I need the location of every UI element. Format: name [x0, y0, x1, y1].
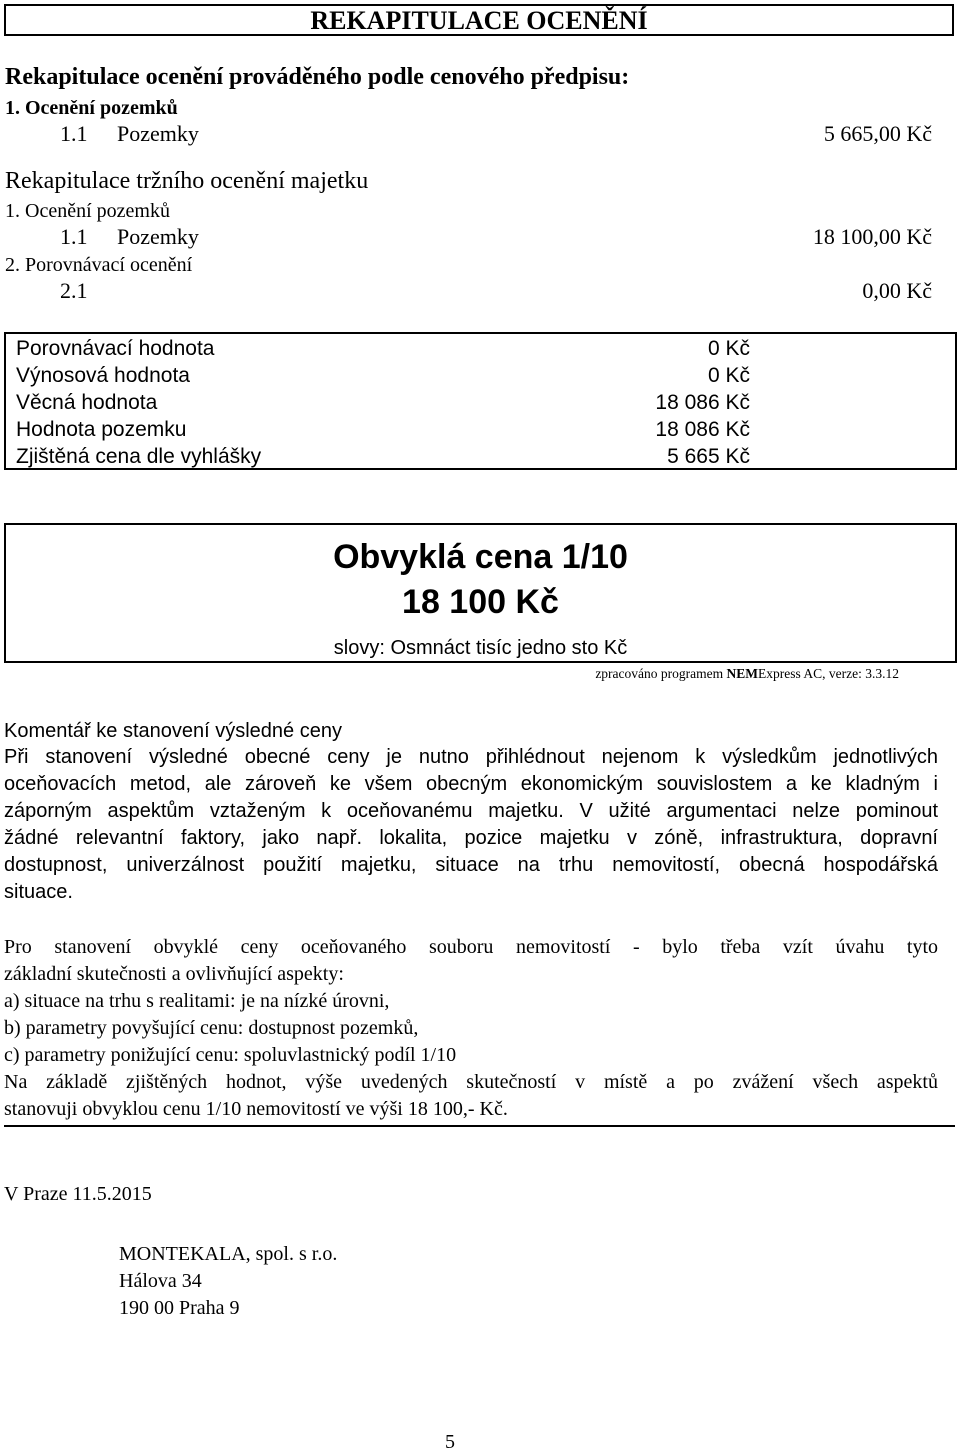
paragraph-line: oceňovacích metod, ale zároveň ke všem obecným ekonomickým souvislostem a ke kladným i: [4, 773, 938, 795]
row-value: 18 086 Kč: [655, 418, 750, 441]
trzni-section-2: 2. Porovnávací ocenění: [5, 254, 193, 276]
table-row: [16, 416, 750, 443]
paragraph-line: a) situace na trhu s realitami: je na nízké úrovni,: [4, 990, 390, 1012]
cenovy-item-label: Pozemky: [117, 121, 199, 146]
table-row: [16, 389, 750, 416]
row-value: 0 Kč: [707, 337, 750, 360]
row-label: Zjištěná cena dle vyhlášky: [16, 445, 262, 468]
paragraph-line: žádné relevantní faktory, jako např. lokalita, pozice majetku v zóně, infrastruktura, dopravní: [4, 827, 938, 849]
trzni-item-2-value: 0,00 Kč: [862, 278, 932, 303]
company-street: Hálova 34: [119, 1270, 202, 1292]
cenovy-section-1: 1. Ocenění pozemků: [5, 97, 178, 119]
program-credit: [595, 665, 899, 683]
trzni-item-1-value: 18 100,00 Kč: [812, 224, 932, 249]
page-title: REKAPITULACE OCENĚNÍ: [4, 4, 954, 36]
separator-line: [4, 1125, 955, 1127]
cenovy-heading: Rekapitulace ocenění prováděného podle cenového předpisu:: [5, 64, 630, 90]
usual-price-words: slovy: Osmnáct tisíc jedno sto Kč: [333, 637, 628, 659]
paragraph-line: c) parametry ponižující cenu: spoluvlastnický podíl 1/10: [4, 1044, 457, 1066]
row-label: Výnosová hodnota: [16, 364, 190, 387]
table-row: [16, 443, 750, 470]
program-credit-brand: NEM: [726, 666, 759, 681]
paragraph-line: záporným aspektům vztaženým k oceňovanému majetku. V užité argumentaci nelze pominout: [4, 800, 938, 822]
row-value: 0 Kč: [707, 364, 750, 387]
paragraph-line: Pro stanovení obvyklé ceny oceňovaného souboru nemovitostí - bylo třeba vzít úvahu tyto: [4, 936, 938, 958]
row-label: Porovnávací hodnota: [16, 337, 215, 360]
row-value: 18 086 Kč: [655, 391, 750, 414]
cenovy-item-value: 5 665,00 Kč: [823, 121, 932, 146]
valuation-paragraph: [4, 934, 938, 1123]
page-number: 5: [445, 1431, 455, 1453]
usual-price-title: Obvyklá cena 1/10: [333, 538, 628, 576]
paragraph-line: Na základě zjištěných hodnot, výše uvedených skutečností v místě a po zvážení všech aspektů: [4, 1071, 938, 1093]
table-row: [16, 335, 750, 362]
cenovy-item-num: 1.1: [60, 121, 88, 146]
row-label: Hodnota pozemku: [16, 418, 187, 441]
paragraph-line: stanovuji obvyklou cenu 1/10 nemovitostí ve výši 18 100,- Kč.: [4, 1098, 508, 1120]
place-date: V Praze 11.5.2015: [4, 1183, 152, 1205]
paragraph-line: Při stanovení výsledné obecné ceny je nutno přihlédnout nejenom k výsledkům jednotlivých: [4, 746, 938, 768]
paragraph-line: b) parametry povyšující cenu: dostupnost pozemků,: [4, 1017, 419, 1039]
trzni-heading: Rekapitulace tržního ocenění majetku: [5, 168, 369, 194]
usual-price-box: [4, 523, 957, 663]
trzni-item-2-num: 2.1: [60, 278, 88, 303]
trzni-item-1-num: 1.1: [60, 224, 88, 249]
comment-heading: Komentář ke stanovení výsledné ceny: [4, 720, 342, 742]
comment-paragraph: [4, 744, 938, 906]
value-summary-table: [4, 332, 957, 470]
program-credit-suffix: Express AC, verze: 3.3.12: [758, 666, 899, 681]
company-name: MONTEKALA, spol. s r.o.: [119, 1243, 338, 1265]
usual-price-amount: 18 100 Kč: [402, 583, 559, 621]
paragraph-line: situace.: [4, 881, 73, 903]
company-address: [119, 1241, 337, 1322]
row-value: 5 665 Kč: [667, 445, 750, 468]
paragraph-line: základní skutečnosti a ovlivňující aspekty:: [4, 963, 344, 985]
trzni-item-1-label: Pozemky: [117, 224, 199, 249]
program-credit-prefix: zpracováno programem: [595, 666, 727, 681]
company-city: 190 00 Praha 9: [119, 1297, 240, 1319]
table-row: [16, 362, 750, 389]
row-label: Věcná hodnota: [16, 391, 158, 414]
trzni-section-1: 1. Ocenění pozemků: [5, 200, 170, 222]
paragraph-line: dostupnost, univerzálnost použití majetku, situace na trhu nemovitostí, obecná hospodářská: [4, 854, 938, 876]
